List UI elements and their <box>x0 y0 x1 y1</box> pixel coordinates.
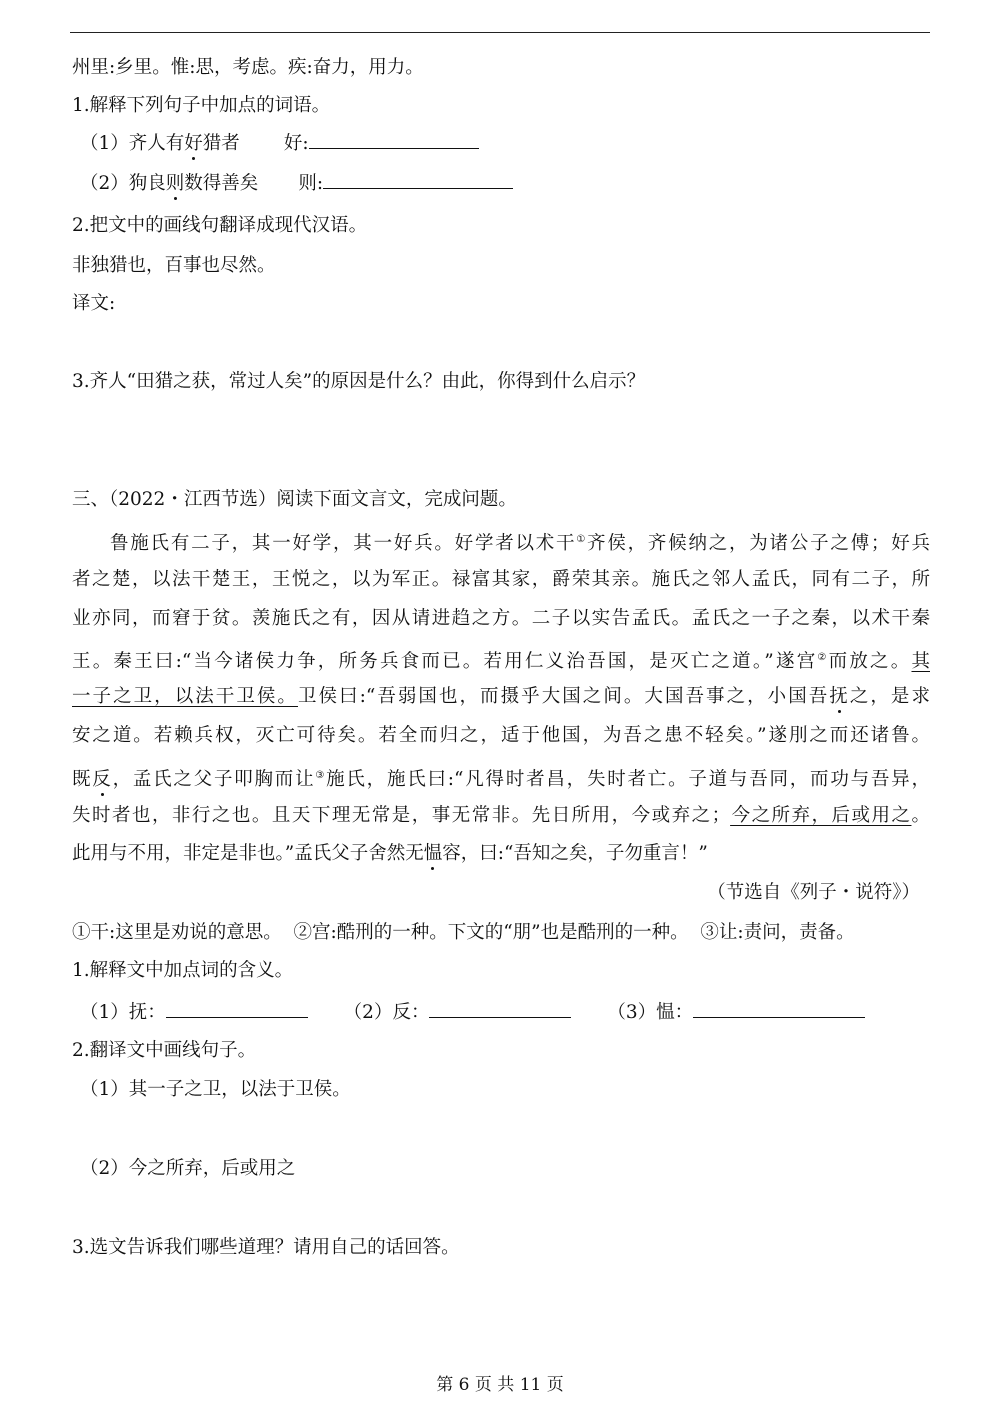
footnotes: ①干:这里是劝说的意思。 ②宫:酷刑的一种。下文的“朋”也是酷刑的一种。 ③让:责问，责备。 <box>72 922 855 943</box>
question-3: 3.齐人“田猎之获，常过人矣”的原因是什么？由此，你得到什么启示？ <box>72 371 646 392</box>
answer-blank[interactable] <box>323 172 513 189</box>
passage-line: 失时者也，非行之也。且天下理无常是，事无常非。先日所用，今或弃之；今之所弃，后或用之。 <box>72 805 930 826</box>
question-1: 1.解释下列句子中加点的词语。 <box>72 95 331 116</box>
question-1: 1.解释文中加点词的含义。 <box>72 960 294 981</box>
question-1-items: （1）抚： （2）反： （3）愠： <box>80 1001 865 1025</box>
answer-blank[interactable] <box>166 1001 308 1018</box>
translation-label: 译文: <box>72 293 116 314</box>
passage-line: 王。秦王曰:“当今诸侯力争，所务兵食而已。若用仁义治吾国，是灭亡之道。”遂宫②而放之。其 <box>72 651 930 673</box>
word-notes: 州里:乡里。惟:思，考虑。疾:奋力，用力。 <box>72 57 424 78</box>
answer-blank[interactable] <box>309 132 479 149</box>
passage-line: 一子之卫，以法干卫侯。卫侯曰:“吾弱国也，而摄乎大国之间。大国吾事之，小国吾抚之，是求 <box>72 686 930 707</box>
source-citation: （节选自《列子・说符》） <box>707 882 920 903</box>
question-1-1: （1）齐人有好猎者 好: <box>80 132 479 156</box>
question-2-2: （2）今之所弃，后或用之 <box>80 1158 296 1179</box>
answer-blank[interactable] <box>429 1001 571 1018</box>
passage-line: 安之道。若赖兵权，灭亡可待矣。若全而归之，适于他国，为吾之患不轻矣。”遂刖之而还诸鲁。 <box>72 725 930 746</box>
question-1-2: （2）狗良则数得善矣 则: <box>80 172 513 196</box>
question-3: 3.选文告诉我们哪些道理？请用自己的话回答。 <box>72 1237 460 1258</box>
passage-line: 业亦同，而窘于贫。羡施氏之有，因从请进趋之方。二子以实告孟氏。孟氏之一子之秦，以术干秦 <box>72 608 930 629</box>
question-2: 2.翻译文中画线句子。 <box>72 1040 257 1061</box>
header-rule <box>70 32 930 33</box>
passage-line: 此用与不用，非定是非也。”孟氏父子舍然无愠容，曰:“吾知之矣，子勿重言！” <box>72 843 708 864</box>
passage-line: 鲁施氏有二子，其一好学，其一好兵。好学者以术干①齐侯，齐候纳之，为诸公子之傅；好兵 <box>110 533 930 555</box>
answer-blank[interactable] <box>693 1001 865 1018</box>
passage-line: 既反，孟氏之父子叩胸而让③施氏，施氏曰:“凡得时者昌，失时者亡。子道与吾同，而功与吾异， <box>72 769 930 791</box>
page-footer: 第 6 页 共 11 页 <box>436 1375 564 1395</box>
question-2-1: （1）其一子之卫，以法于卫侯。 <box>80 1079 351 1100</box>
question-2: 2.把文中的画线句翻译成现代汉语。 <box>72 215 368 236</box>
sentence-to-translate: 非独猎也，百事也尽然。 <box>72 255 276 276</box>
passage-line: 者之楚，以法干楚王，王悦之，以为军正。禄富其家，爵荣其亲。施氏之邻人孟氏，同有二子，所 <box>72 569 930 590</box>
section-heading: 三、（2022・江西节选）阅读下面文言文，完成问题。 <box>72 489 517 510</box>
